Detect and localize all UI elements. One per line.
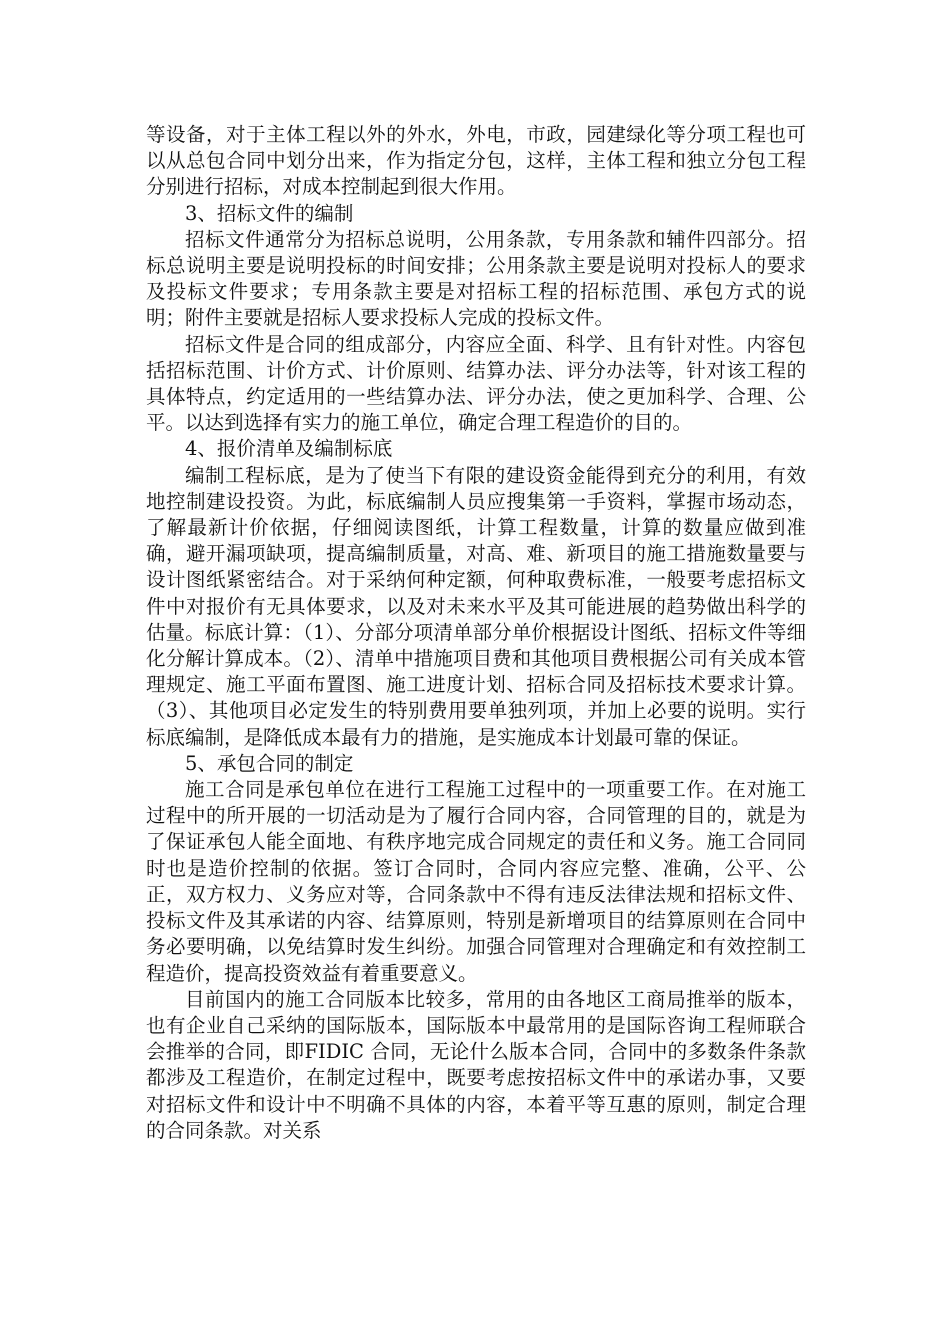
paragraph: 施工合同是承包单位在进行工程施工过程中的一项重要工作。在对施工过程中的所开展的一切活动是为了履行合同内容，合同管理的目的，就是为了保证承包人能全面地、有秩序地完成合同规定的责任和义务。施工合同同时也是造价控制的依据。签订合同时，合同内容应完整、准确，公平、公正，双方权力、义务应对等，合同条款中不得有违反法律法规和招标文件、投标文件及其承诺的内容、结算原则，特别是新增项目的结算原则在合同中务必要明确，以免结算时发生纠纷。加强合同管理对合理确定和有效控制工程造价，提高投资效益有着重要意义。 <box>146 778 806 985</box>
section-heading-4: 4、报价清单及编制标底 <box>185 437 393 461</box>
paragraph: 编制工程标底，是为了使当下有限的建设资金能得到充分的利用，有效地控制建设投资。为此，标底编制人员应搜集第一手资料，掌握市场动态，了解最新计价依据，仔细阅读图纸，计算工程数量，计算的数量应做到准确，避开漏项缺项，提高编制质量，对高、难、新项目的施工措施数量要与设计图纸紧密结合。对于采纳何种定额，何种取费标准，一般要考虑招标文件中对报价有无具体要求，以及对未来水平及其可能进展的趋势做出科学的估量。标底计算：（1）、分部分项清单部分单价根据设计图纸、招标文件等细化分解计算成本。（2）、清单中措施项目费和其他项目费根据公司有关成本管理规定、施工平面布置图、施工进度计划、招标合同及招标技术要求计算。（3）、其他项目必定发生的特别费用要单独列项，并加上必要的说明。实行标底编制，是降低成本最有力的措施，是实施成本计划最可靠的保证。 <box>146 463 806 749</box>
document-body <box>146 122 806 1144</box>
paragraph: 目前国内的施工合同版本比较多，常用的由各地区工商局推举的版本，也有企业自己采纳的国际版本，国际版本中最常用的是国际咨询工程师联合会推举的合同，即FIDIC 合同，无论什么版本合同，合同中的多数条件条款都涉及工程造价，在制定过程中，既要考虑按招标文件中的承诺办事，又要对招标文件和设计中不明确不具体的内容，本着平等互惠的原则，制定合理的合同条款。对关系 <box>146 987 806 1142</box>
section-heading-3: 3、招标文件的编制 <box>185 201 354 225</box>
paragraph-continuation: 等设备，对于主体工程以外的外水，外电，市政，园建绿化等分项工程也可以从总包合同中划分出来，作为指定分包，这样，主体工程和独立分包工程分别进行招标，对成本控制起到很大作用。 <box>146 123 806 199</box>
paragraph: 招标文件通常分为招标总说明，公用条款，专用条款和辅件四部分。招标总说明主要是说明投标的时间安排；公用条款主要是说明对投标人的要求及投标文件要求；专用条款主要是对招标工程的招标范围、承包方式的说明；附件主要就是招标人要求投标人完成的投标文件。 <box>146 227 806 330</box>
section-heading-5: 5、承包合同的制定 <box>185 751 354 775</box>
paragraph: 招标文件是合同的组成部分，内容应全面、科学、且有针对性。内容包括招标范围、计价方式、计价原则、结算办法、评分办法等，针对该工程的具体特点，约定适用的一些结算办法、评分办法，使之更加科学、合理、公平。以达到选择有实力的施工单位，确定合理工程造价的目的。 <box>146 332 806 435</box>
